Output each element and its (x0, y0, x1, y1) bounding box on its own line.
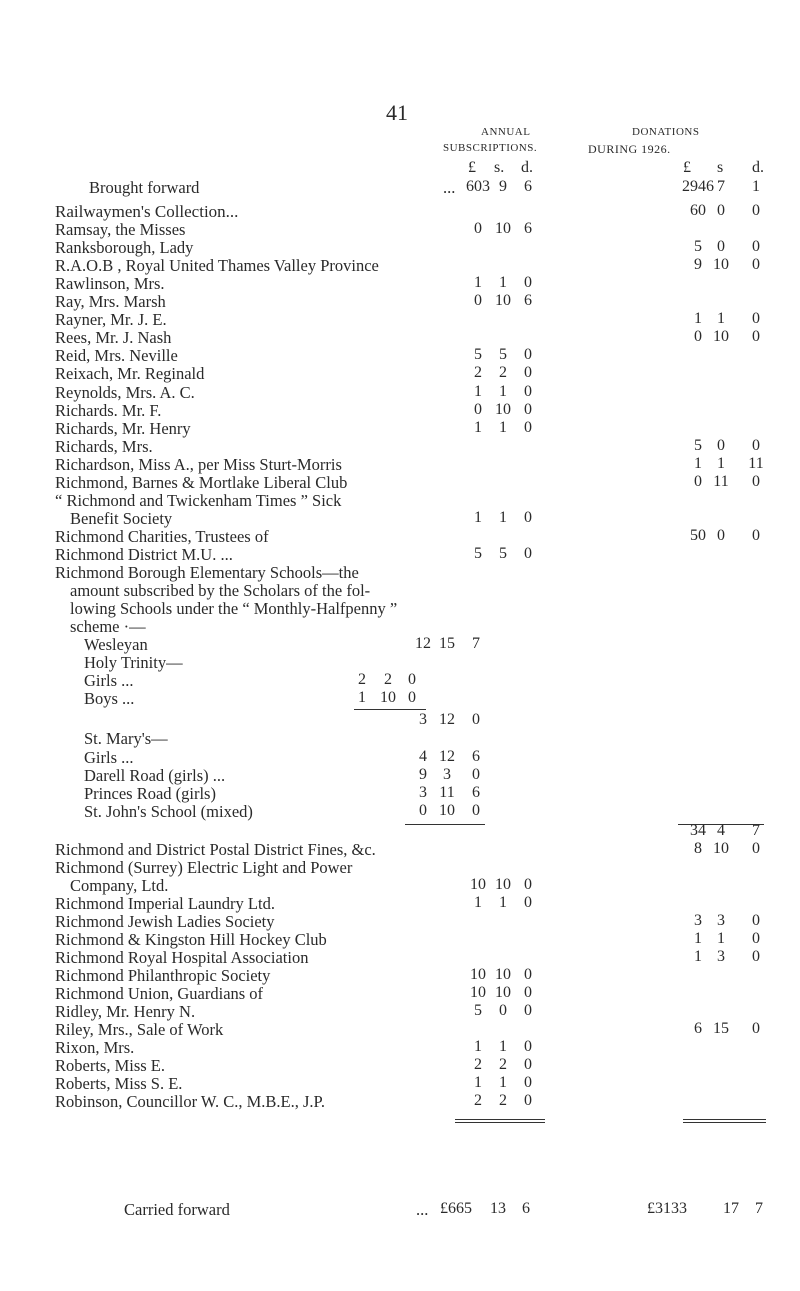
entry-dons-pounds: 9 (694, 256, 702, 274)
entry-name: Richmond and District Postal District Fines, &c. (55, 839, 376, 859)
total-rule (683, 1122, 766, 1123)
entry-subs-shillings: 5 (499, 544, 507, 562)
entry-subs-pence: 0 (524, 984, 532, 1002)
entry-dons-shillings: 0 (717, 202, 725, 219)
entry-name: Ranksborough, Lady (55, 238, 194, 258)
schools-intro-line: amount subscribed by the Scholars of the fol- (70, 581, 371, 601)
entry-subs-shillings: 2 (499, 1092, 507, 1110)
school-name: St. John's School (mixed) (84, 801, 253, 821)
school-amount-pounds: 12 (415, 635, 431, 653)
entry-dons-pence: 0 (752, 202, 760, 219)
brought-forward-subs-pence: 6 (524, 178, 532, 195)
entry-dons-shillings: 1 (717, 454, 725, 472)
schools-total-rule (405, 824, 485, 825)
entry-name: Rawlinson, Mrs. (55, 274, 165, 294)
school-sub-amount-pence: 0 (408, 671, 416, 689)
school-amount-pounds: 4 (419, 747, 427, 765)
dons-shillings-header: s (717, 159, 724, 176)
entry-name: Rixon, Mrs. (55, 1038, 135, 1058)
entry-name: Richmond (Surrey) Electric Light and Power (55, 857, 353, 877)
entry-name: Robinson, Councillor W. C., M.B.E., J.P. (55, 1092, 326, 1112)
entry-subs-shillings: 1 (499, 382, 507, 400)
entry-name: Ray, Mrs. Marsh (55, 292, 166, 312)
brought-forward-dons-pounds: 2946 (682, 178, 714, 195)
school-subtotal-pence: 0 (472, 711, 480, 729)
entry-name: Richards, Mrs. (55, 436, 153, 456)
entry-subs-shillings: 1 (499, 1074, 507, 1092)
entry-subs-shillings: 2 (499, 1056, 507, 1074)
carried-forward-dons-shillings: 17 (723, 1200, 739, 1217)
school-sub-amount-pence: 0 (408, 689, 416, 707)
entry-dons-pence: 0 (752, 1020, 760, 1038)
carried-forward-subs-shillings: 13 (490, 1200, 506, 1217)
school-amount-shillings: 10 (439, 801, 455, 819)
entry-dons-pence: 0 (752, 238, 760, 256)
entry-dons-shillings: 15 (713, 1020, 729, 1038)
school-name: Princes Road (girls) (84, 783, 216, 803)
entry-name: Richmond Charities, Trustees of (55, 526, 269, 546)
entry-subs-pounds: 5 (474, 1002, 482, 1020)
entry-name: Reynolds, Mrs. A. C. (55, 382, 195, 402)
entry-dons-shillings: 3 (717, 911, 725, 929)
annual-column-title: ANNUAL (481, 126, 531, 138)
school-sub-amount-shillings: 10 (380, 689, 396, 707)
carried-forward-subs-pence: 6 (522, 1200, 530, 1217)
entry-name: Roberts, Miss S. E. (55, 1074, 183, 1094)
entry-subs-pence: 0 (524, 1074, 532, 1092)
entry-subs-shillings: 2 (499, 364, 507, 382)
entry-subs-pence: 0 (524, 382, 532, 400)
school-name: Darell Road (girls) ... (84, 765, 226, 785)
school-amount-shillings: 15 (439, 635, 455, 653)
entry-dons-pounds: 0 (694, 472, 702, 490)
entry-subs-pounds: 0 (474, 400, 482, 418)
school-amount-shillings: 12 (439, 747, 455, 765)
entry-subs-pence: 0 (524, 346, 532, 364)
carried-forward-dons-pence: 7 (755, 1200, 763, 1217)
entry-dons-pence: 0 (752, 526, 760, 544)
total-rule (455, 1122, 545, 1123)
entry-subs-shillings: 10 (495, 220, 511, 238)
entry-dons-pence: 0 (752, 310, 760, 328)
schools-total-shillings: 4 (717, 821, 725, 839)
school-amount-pounds: 9 (419, 765, 427, 783)
entry-subs-shillings: 1 (499, 418, 507, 436)
entry-subs-shillings: 10 (495, 292, 511, 310)
school-amount-pence: 7 (472, 635, 480, 653)
dons-pence-header: d. (752, 159, 764, 176)
entry-name: Roberts, Miss E. (55, 1056, 166, 1076)
entry-dons-shillings: 11 (713, 472, 729, 490)
brought-forward-dons-shillings: 7 (717, 178, 725, 195)
entry-name: R.A.O.B , Royal United Thames Valley Province (55, 256, 379, 276)
entry-subs-pence: 0 (524, 418, 532, 436)
entry-dons-pence: 0 (752, 436, 760, 454)
entry-dons-shillings: 0 (717, 436, 725, 454)
entry-name: Richmond District M.U. ... (55, 544, 233, 564)
school-amount-shillings: 3 (443, 765, 451, 783)
entry-name: Reid, Mrs. Neville (55, 346, 178, 366)
entry-subs-shillings: 10 (495, 400, 511, 418)
school-sub-name: Girls ... (84, 671, 134, 691)
entry-subs-pounds: 10 (470, 875, 486, 893)
entry-subs-shillings: 10 (495, 966, 511, 984)
entry-subs-pounds: 2 (474, 1092, 482, 1110)
entry-subs-pence: 0 (524, 1056, 532, 1074)
entry-dons-shillings: 0 (717, 526, 725, 544)
entry-subs-pence: 0 (524, 1092, 532, 1110)
entry-subs-pounds: 2 (474, 1056, 482, 1074)
entry-subs-pence: 0 (524, 1038, 532, 1056)
entry-subs-pounds: 2 (474, 364, 482, 382)
entry-dons-pounds: 8 (694, 839, 702, 857)
entry-subs-pounds: 0 (474, 220, 482, 238)
entry-dons-pounds: 0 (694, 328, 702, 346)
entry-subs-pounds: 1 (474, 1038, 482, 1056)
entry-name: Richards. Mr. F. (55, 400, 162, 420)
entry-subs-pence: 0 (524, 274, 532, 292)
brought-forward-subs-shillings: 9 (499, 178, 507, 195)
entry-dons-shillings: 10 (713, 839, 729, 857)
leader-dots: ... (443, 178, 456, 197)
school-amount-pounds: 0 (419, 801, 427, 819)
entry-dons-pounds: 50 (690, 526, 706, 544)
entry-name: Richmond Imperial Laundry Ltd. (55, 893, 275, 913)
entry-name: Company, Ltd. (70, 875, 169, 895)
entry-subs-shillings: 1 (499, 893, 507, 911)
donations-column-title: DONATIONS (632, 126, 700, 138)
entry-subs-pounds: 1 (474, 893, 482, 911)
schools-total-pounds: 34 (690, 821, 706, 839)
entry-dons-pounds: 1 (694, 310, 702, 328)
entry-name: Ramsay, the Misses (55, 220, 186, 240)
entry-dons-pence: 0 (752, 948, 760, 966)
school-sub-amount-shillings: 2 (384, 671, 392, 689)
entry-dons-pence: 0 (752, 472, 760, 490)
entry-name: Railwaymen's Collection... (55, 202, 239, 221)
school-name: St. Mary's— (84, 729, 168, 749)
total-rule (455, 1119, 545, 1120)
school-amount-pence: 6 (472, 747, 480, 765)
entry-subs-pence: 0 (524, 1002, 532, 1020)
entry-name: Benefit Society (70, 508, 173, 528)
entry-dons-shillings: 10 (713, 256, 729, 274)
school-sub-amount-pounds: 2 (358, 671, 366, 689)
entry-name: Richardson, Miss A., per Miss Sturt-Morris (55, 454, 342, 474)
entry-dons-shillings: 10 (713, 328, 729, 346)
entry-name: Richards, Mr. Henry (55, 418, 191, 438)
entry-dons-pounds: 1 (694, 948, 702, 966)
schools-intro-line: Richmond Borough Elementary Schools—the (55, 563, 359, 582)
carried-forward-label: Carried forward (124, 1200, 230, 1219)
entry-subs-pounds: 10 (470, 966, 486, 984)
entry-subs-pounds: 1 (474, 1074, 482, 1092)
entry-subs-shillings: 1 (499, 1038, 507, 1056)
school-sub-name: Boys ... (84, 689, 135, 709)
carried-forward-subs-pounds: £665 (440, 1200, 472, 1217)
entry-subs-shillings: 10 (495, 984, 511, 1002)
entry-subs-pounds: 5 (474, 346, 482, 364)
entry-name: Reixach, Mr. Reginald (55, 364, 205, 384)
subs-pence-header: d. (521, 159, 533, 176)
entry-dons-pounds: 3 (694, 911, 702, 929)
entry-name: Richmond Jewish Ladies Society (55, 911, 275, 931)
entry-subs-pounds: 1 (474, 382, 482, 400)
entry-subs-pounds: 0 (474, 292, 482, 310)
entry-subs-pence: 0 (524, 364, 532, 382)
entry-dons-pence: 11 (748, 454, 764, 472)
entry-dons-pounds: 60 (690, 202, 706, 219)
entry-name: Richmond Union, Guardians of (55, 984, 264, 1004)
subs-pounds-header: £ (468, 159, 476, 176)
entry-subs-pounds: 1 (474, 274, 482, 292)
brought-forward-label: Brought forward (89, 178, 200, 197)
entry-dons-pounds: 5 (694, 436, 702, 454)
entry-subs-pounds: 1 (474, 508, 482, 526)
entry-dons-pounds: 6 (694, 1020, 702, 1038)
entry-subs-pence: 0 (524, 508, 532, 526)
brought-forward-subs-pounds: 603 (466, 178, 490, 195)
entry-dons-shillings: 1 (717, 930, 725, 947)
entry-subs-shillings: 0 (499, 1002, 507, 1020)
school-amount-pence: 0 (472, 801, 480, 819)
entry-dons-pence: 0 (752, 930, 760, 947)
entry-name: Richmond, Barnes & Mortlake Liberal Club (55, 472, 348, 492)
school-amount-pence: 0 (472, 765, 480, 783)
entry-subs-pence: 0 (524, 893, 532, 911)
school-name: Wesleyan (84, 635, 148, 655)
entry-name: Rees, Mr. J. Nash (55, 328, 172, 348)
entry-name: Richmond Philanthropic Society (55, 966, 271, 986)
schools-intro-line: scheme ·— (70, 617, 146, 637)
school-amount-shillings: 11 (439, 783, 455, 801)
entry-subs-pounds: 1 (474, 418, 482, 436)
entry-subs-pence: 0 (524, 966, 532, 984)
entry-dons-pence: 0 (752, 256, 760, 274)
school-sub-amount-pounds: 1 (358, 689, 366, 707)
school-sub-name: Girls ... (84, 747, 134, 767)
entry-dons-pounds: 1 (694, 454, 702, 472)
school-amount-pounds: 3 (419, 783, 427, 801)
carried-forward-dons-pounds: £3133 (647, 1200, 687, 1217)
entry-subs-pence: 0 (524, 875, 532, 893)
entry-subs-pence: 0 (524, 400, 532, 418)
total-rule (683, 1119, 766, 1120)
page-number: 41 (386, 100, 408, 125)
entry-subs-shillings: 10 (495, 875, 511, 893)
entry-dons-pounds: 1 (694, 930, 702, 947)
entry-subs-shillings: 1 (499, 508, 507, 526)
entry-dons-shillings: 0 (717, 238, 725, 256)
entry-dons-pence: 0 (752, 911, 760, 929)
school-amount-pence: 6 (472, 783, 480, 801)
subtotal-rule (354, 709, 426, 710)
entry-name: Ridley, Mr. Henry N. (55, 1002, 196, 1022)
entry-subs-pence: 6 (524, 220, 532, 238)
entry-subs-pence: 0 (524, 544, 532, 562)
donations-column-subtitle: DURING 1926. (588, 142, 671, 156)
entry-subs-pence: 6 (524, 292, 532, 310)
entry-dons-pounds: 5 (694, 238, 702, 256)
entry-subs-shillings: 5 (499, 346, 507, 364)
subs-shillings-header: s. (494, 159, 505, 176)
entry-dons-shillings: 1 (717, 310, 725, 328)
entry-name: Richmond Royal Hospital Association (55, 948, 309, 968)
entry-dons-pence: 0 (752, 328, 760, 346)
entry-name: Rayner, Mr. J. E. (55, 310, 167, 330)
entry-dons-shillings: 3 (717, 948, 725, 966)
subscriptions-column-subtitle: SUBSCRIPTIONS. (443, 142, 538, 154)
entry-subs-pounds: 10 (470, 984, 486, 1002)
entry-name: Richmond & Kingston Hill Hockey Club (55, 930, 327, 949)
school-subtotal-pounds: 3 (419, 711, 427, 729)
entry-subs-shillings: 1 (499, 274, 507, 292)
school-subtotal-shillings: 12 (439, 711, 455, 729)
schools-intro-line: lowing Schools under the “ Monthly-Halfpenny ” (70, 599, 398, 619)
dons-pounds-header: £ (683, 159, 691, 176)
schools-total-pence: 7 (752, 821, 760, 839)
leader-dots: ... (416, 1200, 429, 1219)
school-name: Holy Trinity— (84, 653, 183, 673)
entry-subs-pounds: 5 (474, 544, 482, 562)
entry-name: Riley, Mrs., Sale of Work (55, 1020, 224, 1040)
brought-forward-dons-pence: 1 (752, 178, 760, 195)
entry-dons-pence: 0 (752, 839, 760, 857)
entry-name: “ Richmond and Twickenham Times ” Sick (55, 490, 342, 510)
